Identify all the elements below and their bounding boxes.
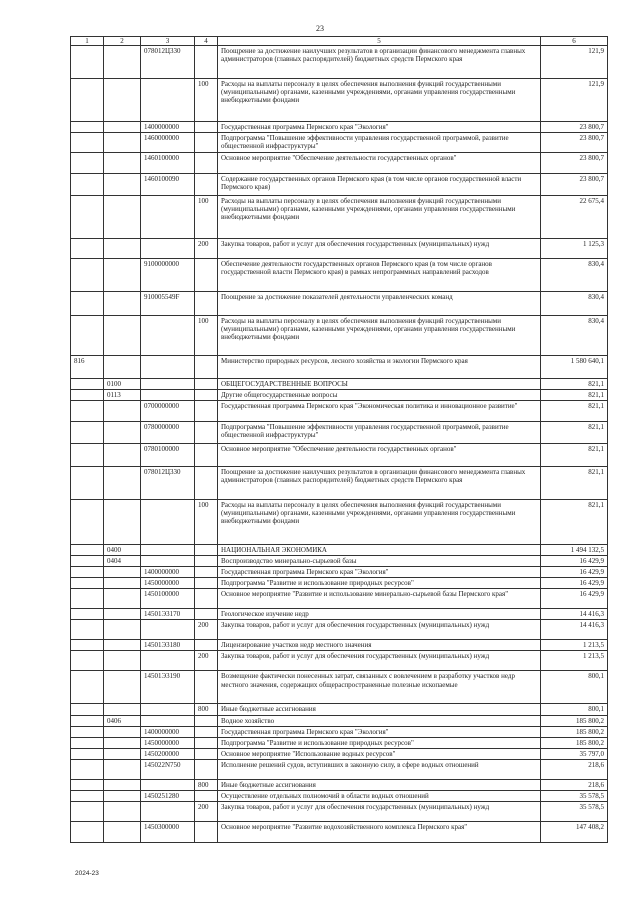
amount-cell: 1 213,5 (541, 640, 608, 651)
expense-type-cell (195, 671, 218, 704)
description-cell: Водное хозяйство (218, 715, 541, 726)
department-code-cell (71, 239, 104, 259)
department-code-cell (71, 715, 104, 726)
table-body (71, 46, 608, 843)
footer-code: 2024-23 (75, 870, 99, 877)
description-cell: Иные бюджетные ассигнования (218, 779, 541, 790)
amount-cell: 800,1 (541, 671, 608, 704)
expense-type-cell (195, 748, 218, 759)
description-cell: Поощрение за достижение показателей деятельности управленческих команд (218, 292, 541, 316)
column-number-row (71, 37, 608, 46)
expense-type-cell: 100 (195, 196, 218, 239)
expense-type-cell (195, 46, 218, 79)
target-article-cell: 1400000000 (141, 567, 195, 578)
section-code-cell (104, 578, 141, 589)
section-code-cell (104, 737, 141, 748)
expense-type-cell: 800 (195, 704, 218, 715)
department-code-cell (71, 640, 104, 651)
expense-type-cell (195, 122, 218, 133)
table-row (71, 726, 608, 737)
description-cell: Закупка товаров, работ и услуг для обеспечения государственных (муниципальных) нужд (218, 620, 541, 640)
col-header-6: 6 (541, 37, 608, 46)
expense-type-cell (195, 444, 218, 467)
table-row (71, 390, 608, 401)
department-code-cell (71, 467, 104, 500)
section-code-cell (104, 153, 141, 174)
description-cell: Иные бюджетные ассигнования (218, 704, 541, 715)
amount-cell: 121,9 (541, 46, 608, 79)
description-cell: Другие общегосударственные вопросы (218, 390, 541, 401)
section-code-cell (104, 259, 141, 292)
amount-cell: 821,1 (541, 422, 608, 444)
amount-cell: 16 429,9 (541, 556, 608, 567)
expense-type-cell (195, 759, 218, 779)
amount-cell: 185 800,2 (541, 715, 608, 726)
section-code-cell: 0100 (104, 379, 141, 390)
target-article-cell (141, 620, 195, 640)
department-code-cell (71, 153, 104, 174)
department-code-cell (71, 292, 104, 316)
section-code-cell (104, 467, 141, 500)
description-cell: Поощрение за достижение наилучших результатов в организации финансового менеджмента главных администраторов (главных распорядителей) бюджетных средств Пермского края (218, 467, 541, 500)
table-row (71, 737, 608, 748)
target-article-cell: 1460100090 (141, 174, 195, 196)
description-cell: Содержание государственных органов Пермского края (в том числе органов государственной власти Пермского края) (218, 174, 541, 196)
expense-type-cell (195, 640, 218, 651)
description-cell: Расходы на выплаты персоналу в целях обеспечения выполнения функций государственными (муниципальными) органами, казенными учреждениями, органами управления государственными внебюджетными фондами (218, 316, 541, 356)
table-row (71, 640, 608, 651)
section-code-cell (104, 671, 141, 704)
target-article-cell (141, 715, 195, 726)
department-code-cell (71, 401, 104, 422)
expense-type-cell: 200 (195, 651, 218, 671)
department-code-cell (71, 790, 104, 801)
description-cell: Геологическое изучение недр (218, 609, 541, 620)
department-code-cell (71, 174, 104, 196)
table-row (71, 545, 608, 556)
section-code-cell (104, 401, 141, 422)
amount-cell: 830,4 (541, 259, 608, 292)
section-code-cell (104, 196, 141, 239)
expense-type-cell: 200 (195, 620, 218, 640)
table-row (71, 567, 608, 578)
target-article-cell (141, 556, 195, 567)
target-article-cell (141, 390, 195, 401)
description-cell: Поощрение за достижение наилучших результатов в организации финансового менеджмента главных администраторов (главных распорядителей) бюджетных средств Пермского края (218, 46, 541, 79)
table-row (71, 671, 608, 704)
expense-type-cell: 200 (195, 801, 218, 821)
amount-cell: 16 429,9 (541, 589, 608, 609)
table-row (71, 704, 608, 715)
department-code-cell (71, 556, 104, 567)
expense-type-cell: 100 (195, 79, 218, 122)
amount-cell: 830,4 (541, 316, 608, 356)
section-code-cell (104, 779, 141, 790)
section-code-cell (104, 46, 141, 79)
target-article-cell: 1400000000 (141, 122, 195, 133)
description-cell: ОБЩЕГОСУДАРСТВЕННЫЕ ВОПРОСЫ (218, 379, 541, 390)
department-code-cell (71, 46, 104, 79)
table-row (71, 715, 608, 726)
target-article-cell: 0780000000 (141, 422, 195, 444)
target-article-cell: 9100000000 (141, 259, 195, 292)
target-article-cell: 0780100000 (141, 444, 195, 467)
amount-cell: 821,1 (541, 390, 608, 401)
department-code-cell (71, 578, 104, 589)
table-row (71, 556, 608, 567)
department-code-cell (71, 316, 104, 356)
description-cell: Государственная программа Пермского края "Экология" (218, 726, 541, 737)
target-article-cell: 1400000000 (141, 726, 195, 737)
section-code-cell (104, 444, 141, 467)
expense-type-cell (195, 422, 218, 444)
target-article-cell (141, 239, 195, 259)
section-code-cell (104, 640, 141, 651)
amount-cell: 121,9 (541, 79, 608, 122)
expense-type-cell (195, 726, 218, 737)
section-code-cell (104, 821, 141, 842)
target-article-cell: 0700000000 (141, 401, 195, 422)
table-row (71, 821, 608, 842)
description-cell: Расходы на выплаты персоналу в целях обеспечения выполнения функций государственными (муниципальными) органами, казенными учреждениями, органами управления государственными внебюджетными фондами (218, 79, 541, 122)
expense-type-cell (195, 556, 218, 567)
amount-cell: 821,1 (541, 444, 608, 467)
col-header-5: 5 (218, 37, 541, 46)
department-code-cell (71, 379, 104, 390)
section-code-cell (104, 316, 141, 356)
expense-type-cell (195, 356, 218, 379)
expense-type-cell (195, 715, 218, 726)
amount-cell: 16 429,9 (541, 578, 608, 589)
description-cell: Осуществление отдельных полномочий в области водных отношений (218, 790, 541, 801)
table-row (71, 196, 608, 239)
expense-type-cell (195, 737, 218, 748)
target-article-cell: 1460000000 (141, 133, 195, 153)
target-article-cell: 1450251280 (141, 790, 195, 801)
section-code-cell (104, 292, 141, 316)
expense-type-cell (195, 133, 218, 153)
amount-cell: 14 416,3 (541, 620, 608, 640)
expense-type-cell (195, 153, 218, 174)
target-article-cell: 14501Э3190 (141, 671, 195, 704)
table-row (71, 133, 608, 153)
department-code-cell (71, 390, 104, 401)
amount-cell: 1 213,5 (541, 651, 608, 671)
col-header-1: 1 (71, 37, 104, 46)
department-code-cell (71, 609, 104, 620)
target-article-cell: 145022N750 (141, 759, 195, 779)
expense-type-cell (195, 379, 218, 390)
department-code-cell (71, 422, 104, 444)
department-code-cell (71, 801, 104, 821)
description-cell: Расходы на выплаты персоналу в целях обеспечения выполнения функций государственными (муниципальными) органами, казенными учреждениями, органами управления государственными внебюджетными фондами (218, 500, 541, 545)
expense-type-cell: 200 (195, 239, 218, 259)
section-code-cell (104, 748, 141, 759)
description-cell: Основное мероприятие "Обеспечение деятельности государственных органов" (218, 153, 541, 174)
description-cell: Подпрограмма "Повышение эффективности управления государственной программой, развитие общественной инфраструктуры" (218, 422, 541, 444)
department-code-cell (71, 651, 104, 671)
expense-type-cell (195, 821, 218, 842)
section-code-cell (104, 790, 141, 801)
target-article-cell (141, 651, 195, 671)
target-article-cell: 1450200000 (141, 748, 195, 759)
department-code-cell (71, 726, 104, 737)
col-header-2: 2 (104, 37, 141, 46)
amount-cell: 821,1 (541, 401, 608, 422)
description-cell: Министерство природных ресурсов, лесного хозяйства и экологии Пермского края (218, 356, 541, 379)
description-cell: Закупка товаров, работ и услуг для обеспечения государственных (муниципальных) нужд (218, 651, 541, 671)
amount-cell: 830,4 (541, 292, 608, 316)
department-code-cell (71, 444, 104, 467)
expense-type-cell (195, 174, 218, 196)
section-code-cell (104, 133, 141, 153)
table-row (71, 292, 608, 316)
target-article-cell: 910005549F (141, 292, 195, 316)
department-code-cell (71, 545, 104, 556)
department-code-cell (71, 620, 104, 640)
table-row (71, 759, 608, 779)
amount-cell: 35 578,5 (541, 790, 608, 801)
section-code-cell: 0113 (104, 390, 141, 401)
table-row (71, 620, 608, 640)
target-article-cell: 1460100000 (141, 153, 195, 174)
table-row (71, 578, 608, 589)
amount-cell: 22 675,4 (541, 196, 608, 239)
table-row (71, 589, 608, 609)
amount-cell: 147 408,2 (541, 821, 608, 842)
section-code-cell (104, 801, 141, 821)
department-code-cell (71, 589, 104, 609)
description-cell: Закупка товаров, работ и услуг для обеспечения государственных (муниципальных) нужд (218, 801, 541, 821)
table-row (71, 239, 608, 259)
description-cell: Закупка товаров, работ и услуг для обеспечения государственных (муниципальных) нужд (218, 239, 541, 259)
section-code-cell (104, 239, 141, 259)
expense-type-cell (195, 401, 218, 422)
table-row (71, 122, 608, 133)
target-article-cell (141, 79, 195, 122)
department-code-cell (71, 259, 104, 292)
target-article-cell: 14501Э3170 (141, 609, 195, 620)
description-cell: Подпрограмма "Развитие и использование природных ресурсов" (218, 737, 541, 748)
expense-type-cell (195, 292, 218, 316)
department-code-cell (71, 79, 104, 122)
target-article-cell (141, 196, 195, 239)
table-row (71, 316, 608, 356)
table-row (71, 651, 608, 671)
amount-cell: 35 578,5 (541, 801, 608, 821)
target-article-cell: 1450100000 (141, 589, 195, 609)
table-row (71, 79, 608, 122)
target-article-cell (141, 316, 195, 356)
target-article-cell: 1450000000 (141, 578, 195, 589)
section-code-cell (104, 122, 141, 133)
description-cell: Основное мероприятие "Развитие водохозяйственного комплекса Пермского края" (218, 821, 541, 842)
target-article-cell (141, 379, 195, 390)
table-row (71, 46, 608, 79)
table-row (71, 444, 608, 467)
expense-type-cell: 100 (195, 316, 218, 356)
section-code-cell (104, 567, 141, 578)
col-header-3: 3 (141, 37, 195, 46)
section-code-cell: 0400 (104, 545, 141, 556)
section-code-cell (104, 726, 141, 737)
amount-cell: 218,6 (541, 779, 608, 790)
table-row (71, 153, 608, 174)
target-article-cell: 1450000000 (141, 737, 195, 748)
target-article-cell (141, 356, 195, 379)
section-code-cell (104, 589, 141, 609)
amount-cell: 23 800,7 (541, 122, 608, 133)
amount-cell: 1 580 640,1 (541, 356, 608, 379)
table-row (71, 259, 608, 292)
target-article-cell: 14501Э3180 (141, 640, 195, 651)
target-article-cell (141, 779, 195, 790)
description-cell: Воспроизводство минерально-сырьевой базы (218, 556, 541, 567)
department-code-cell (71, 196, 104, 239)
table-row (71, 467, 608, 500)
amount-cell: 218,6 (541, 759, 608, 779)
amount-cell: 23 800,7 (541, 133, 608, 153)
table-row (71, 379, 608, 390)
target-article-cell (141, 801, 195, 821)
table-row (71, 356, 608, 379)
section-code-cell (104, 174, 141, 196)
department-code-cell (71, 759, 104, 779)
description-cell: Государственная программа Пермского края "Экономическая политика и инновационное развитие" (218, 401, 541, 422)
section-code-cell: 0404 (104, 556, 141, 567)
expense-type-cell (195, 578, 218, 589)
amount-cell: 821,1 (541, 500, 608, 545)
expense-type-cell (195, 259, 218, 292)
table-row (71, 748, 608, 759)
department-code-cell (71, 704, 104, 715)
target-article-cell (141, 704, 195, 715)
table-row (71, 174, 608, 196)
section-code-cell (104, 356, 141, 379)
target-article-cell (141, 500, 195, 545)
section-code-cell (104, 609, 141, 620)
expense-type-cell (195, 790, 218, 801)
section-code-cell (104, 704, 141, 715)
col-header-4: 4 (195, 37, 218, 46)
page-number: 23 (316, 24, 324, 33)
target-article-cell: 078012Ц330 (141, 46, 195, 79)
expense-type-cell (195, 589, 218, 609)
expense-type-cell (195, 390, 218, 401)
department-code-cell (71, 133, 104, 153)
section-code-cell: 0406 (104, 715, 141, 726)
table-row (71, 609, 608, 620)
section-code-cell (104, 651, 141, 671)
table-row (71, 422, 608, 444)
description-cell: Подпрограмма "Повышение эффективности управления государственной программой, развитие общественной инфраструктуры" (218, 133, 541, 153)
description-cell: НАЦИОНАЛЬНАЯ ЭКОНОМИКА (218, 545, 541, 556)
description-cell: Государственная программа Пермского края "Экология" (218, 122, 541, 133)
department-code-cell (71, 737, 104, 748)
amount-cell: 23 800,7 (541, 153, 608, 174)
amount-cell: 1 494 132,5 (541, 545, 608, 556)
expense-type-cell (195, 609, 218, 620)
table-row (71, 401, 608, 422)
amount-cell: 821,1 (541, 379, 608, 390)
section-code-cell (104, 620, 141, 640)
amount-cell: 1 125,3 (541, 239, 608, 259)
table-row (71, 790, 608, 801)
amount-cell: 185 800,2 (541, 726, 608, 737)
description-cell: Основное мероприятие "Развитие и использование минерально-сырьевой базы Пермского края" (218, 589, 541, 609)
expense-type-cell (195, 567, 218, 578)
amount-cell: 35 797,0 (541, 748, 608, 759)
section-code-cell (104, 79, 141, 122)
expense-type-cell: 800 (195, 779, 218, 790)
department-code-cell (71, 671, 104, 704)
amount-cell: 16 429,9 (541, 567, 608, 578)
description-cell: Обеспечение деятельности государственных органов Пермского края (в том числе органов государственной власти Пермского края) в рамках непрограммных направлений расходов (218, 259, 541, 292)
description-cell: Основное мероприятие "Обеспечение деятельности государственных органов" (218, 444, 541, 467)
expense-type-cell (195, 545, 218, 556)
table-row (71, 779, 608, 790)
description-cell: Лицензирование участков недр местного значения (218, 640, 541, 651)
description-cell: Государственная программа Пермского края "Экология" (218, 567, 541, 578)
description-cell: Расходы на выплаты персоналу в целях обеспечения выполнения функций государственными (муниципальными) органами, казенными учреждениями, органами управления государственными внебюджетными фондами (218, 196, 541, 239)
department-code-cell (71, 567, 104, 578)
expense-type-cell (195, 467, 218, 500)
target-article-cell (141, 545, 195, 556)
expense-type-cell: 100 (195, 500, 218, 545)
description-cell: Возмещение фактически понесенных затрат, связанных с вовлечением в разработку участков недр местного значения, содержащих общераспространенные полезные ископаемые (218, 671, 541, 704)
budget-table (70, 36, 608, 843)
table-row (71, 801, 608, 821)
target-article-cell: 1450300000 (141, 821, 195, 842)
department-code-cell (71, 748, 104, 759)
description-cell: Подпрограмма "Развитие и использование природных ресурсов" (218, 578, 541, 589)
section-code-cell (104, 759, 141, 779)
department-code-cell (71, 821, 104, 842)
amount-cell: 14 416,3 (541, 609, 608, 620)
section-code-cell (104, 500, 141, 545)
amount-cell: 800,1 (541, 704, 608, 715)
section-code-cell (104, 422, 141, 444)
description-cell: Исполнение решений судов, вступивших в законную силу, в сфере водных отношений (218, 759, 541, 779)
department-code-cell (71, 500, 104, 545)
amount-cell: 23 800,7 (541, 174, 608, 196)
target-article-cell: 078012Ц330 (141, 467, 195, 500)
department-code-cell: 816 (71, 356, 104, 379)
amount-cell: 821,1 (541, 467, 608, 500)
table-row (71, 500, 608, 545)
amount-cell: 185 800,2 (541, 737, 608, 748)
description-cell: Основное мероприятие "Использование водных ресурсов" (218, 748, 541, 759)
department-code-cell (71, 779, 104, 790)
department-code-cell (71, 122, 104, 133)
